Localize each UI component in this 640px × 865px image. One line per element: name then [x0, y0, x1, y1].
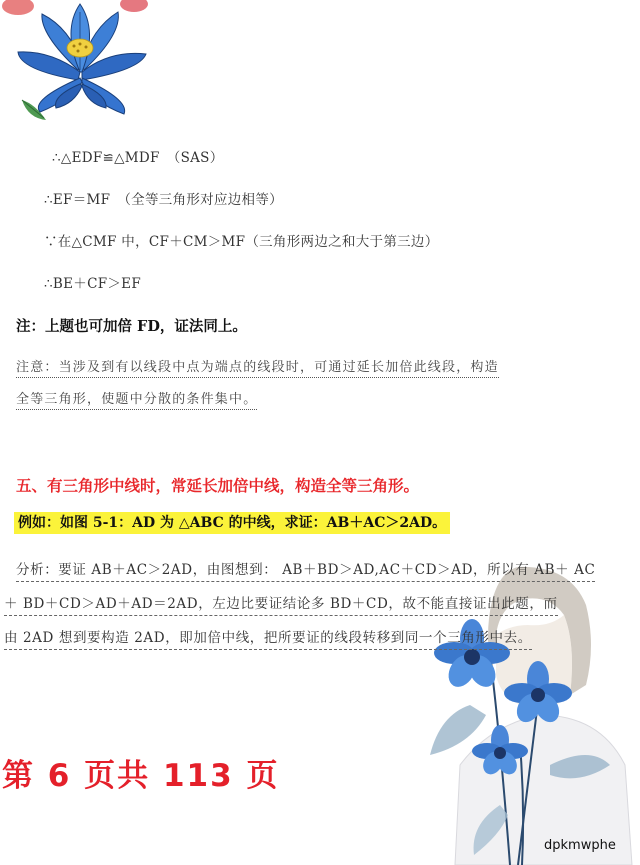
example-highlight: 例如：如图 5-1：AD 为 △ABC 的中线，求证：AB＋AC＞2AD。 — [14, 512, 450, 534]
proof-line-triangle-inequality: ∵在△CMF 中，CF＋CM＞MF（三角形两边之和大于第三边） — [44, 234, 439, 250]
tip-text-2: 全等三角形，使题中分散的条件集中。 — [16, 392, 257, 410]
analysis-text-2: ＋ BD＋CD＞AD＋AD＝2AD，左边比要证结论多 BD＋CD，故不能直接证出此题，而 — [4, 596, 558, 616]
analysis-text-1: 分析：要证 AB＋AC＞2AD，由图想到： AB＋BD＞AD,AC＋CD＞AD，所以有 AB＋ AC — [16, 562, 595, 582]
proof-line-congruence: ∴△EDF≌△MDF （SAS） — [52, 150, 224, 166]
section-heading: 五、有三角形中线时，常延长加倍中线，构造全等三角形。 — [16, 477, 420, 495]
lotus-flower-illustration — [0, 0, 160, 125]
analysis-line-2 — [4, 592, 558, 612]
note-text: 注：上题也可加倍 FD，证法同上。 — [16, 318, 247, 335]
proof-line-conclusion: ∴BE＋CF＞EF — [44, 276, 141, 292]
analysis-text-3: 由 2AD 想到要构造 2AD，即加倍中线，把所要证的线段转移到同一个三角形中去。 — [4, 630, 532, 650]
tip-line-2 — [16, 388, 257, 407]
watermark-text: dpkmwphe — [544, 838, 616, 853]
proof-line-ef-equals-mf: ∴EF＝MF （全等三角形对应边相等） — [44, 192, 283, 208]
analysis-line-1 — [16, 558, 595, 578]
page-number: 第 6 页共 113 页 — [2, 758, 280, 794]
tip-text-1: 注意：当涉及到有以线段中点为端点的线段时，可通过延长加倍此线段，构造 — [16, 360, 499, 378]
analysis-line-3 — [4, 626, 532, 646]
tip-line-1 — [16, 356, 499, 375]
example-line — [14, 512, 450, 532]
